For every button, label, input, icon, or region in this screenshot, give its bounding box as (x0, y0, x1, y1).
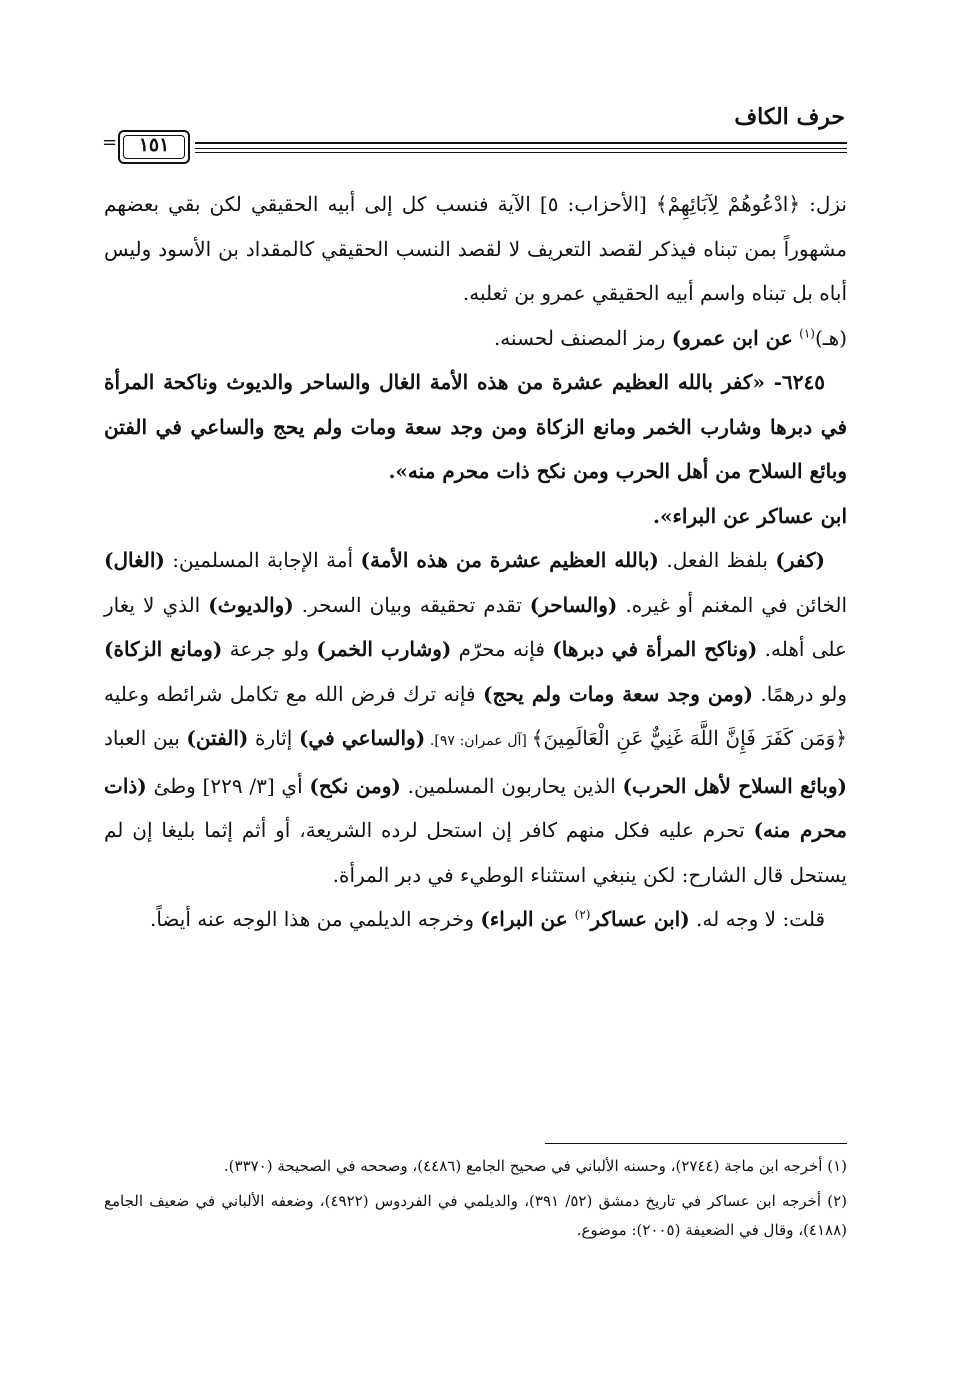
quran-quote: ﴿وَمَن كَفَرَ فَإِنَّ اللَّهَ غَنِيٌّ عَنِ الْعَالَمِينَ﴾ (531, 726, 847, 750)
commentary-term: (وبائع السلاح لأهل الحرب) (622, 773, 847, 798)
commentary-term: (والساعي في) (298, 726, 426, 750)
main-text (104, 182, 847, 942)
header-mark: = (102, 132, 118, 153)
commentary-text: بلفظ الفعل. (658, 548, 776, 572)
commentary-term: (الغال) (104, 548, 165, 572)
closing-term: (ابن عساكر (590, 907, 690, 931)
hadith-source: ابن عساكر عن البراء». (653, 503, 847, 528)
commentary-text: إثارة (248, 726, 299, 750)
rating-text: رمز المصنف لحسنه. (493, 325, 666, 350)
quran-reference: [آل عمران: ٩٧]. (425, 733, 532, 749)
commentary-text: تقدم تحقيقه وبيان السحر. (293, 592, 530, 617)
paragraph-rating (104, 316, 847, 361)
commentary-term: (وناكح المرأة في دبرها) (552, 637, 758, 661)
commentary-text: تحرم عليه فكل منهم كافر إن استحل لرده الشريعة، أو أثم إثما بليغا إن لم يستحل قال الشارح: لكن ينبغي استثناء الوطيء في دبر المرأة. (104, 818, 847, 887)
commentary-term: (ومن نكح) (309, 773, 401, 798)
commentary-term: (والديوث) (208, 592, 294, 617)
commentary-term: (ذات محرم منه) (104, 773, 848, 842)
commentary-text: ولو درهمًا. (752, 681, 847, 706)
running-title: حرف الكاف (734, 104, 845, 130)
commentary-term: (ومانع الزكاة) (104, 637, 223, 661)
closing-paragraph (104, 897, 847, 942)
commentary-text: أي [٣/ ٢٢٩] وطئ (146, 773, 310, 798)
header-rule (195, 152, 847, 153)
source-code: (هـ) (814, 325, 847, 350)
closing-term: عن البراء) (480, 907, 575, 931)
commentary-text: الذي لا يغار على أهله. (104, 592, 847, 661)
footnote-rule (545, 1143, 847, 1144)
page-number-frame (118, 130, 190, 164)
header-rule (195, 142, 847, 144)
commentary-term: (وشارب الخمر) (316, 637, 452, 661)
commentary-paragraph (104, 538, 847, 897)
commentary-text: فإنه محرّم (451, 637, 553, 661)
commentary-term: (ومن وجد سعة ومات ولم يحج) (482, 681, 753, 706)
commentary-text: أمة الإجابة المسلمين: (164, 548, 361, 572)
commentary-term: (بالله العظيم عشرة من هذه الأمة) (360, 548, 659, 572)
narrator: عن ابن عمرو) (671, 325, 793, 350)
hadith-paragraph (104, 360, 847, 538)
commentary-term: (كفر) (775, 548, 826, 572)
footnote-1: (١) أخرجه ابن ماجة (٢٧٤٤)، وحسنه الألباني في صحيح الجامع (٤٤٨٦)، وصححه في الصحيحة (٣٣٧٠). (223, 1157, 847, 1175)
footnotes (104, 1152, 847, 1251)
commentary-text: الخائن في المغنم أو غيره. (617, 592, 848, 617)
footnote-marker: (١) (799, 325, 815, 340)
footnote-marker: (٢) (574, 907, 591, 922)
closing-text: وخرجه الديلمي من هذا الوجه عنه أيضاً. (149, 907, 481, 931)
page-number: ١٥١ (138, 134, 170, 156)
hadith-text: ٦٢٤٥- «كفر بالله العظيم عشرة من هذه الأمة الغال والساحر والديوث وناكحة المرأة في دبرها وشارب الخمر ومانع الزكاة ومن وجد سعة ومات ولم يحج والساعي في الفتن وبائع السلاح من أهل الحرب ومن نكح ذات محرم منه». (104, 370, 847, 483)
paragraph-continuation: نزل: ﴿ادْعُوهُمْ لِآبَائِهِمْ﴾ [الأحزاب: ٥] الآية فنسب كل إلى أبيه الحقيقي لكن بقي بعضهم مشهوراً بمن تبناه فيذكر لقصد التعريف لا لقصد النسب الحقيقي كالمقداد بن الأسود وليس أباه بل تبناه واسم أبيه الحقيقي عمرو بن ثعلبه. (104, 192, 847, 305)
header-rule (195, 148, 847, 149)
commentary-text: ولو جرعة (222, 637, 317, 661)
footnote-2: (٢) أخرجه ابن عساكر في تاريخ دمشق (٥٢/ ٣٩١)، والديلمي في الفردوس (٤٩٢٢)، وضعفه الألباني في ضعيف الجامع (٤١٨٨)، وقال في الضعيفة (٢٠٠٥): موضوع. (104, 1192, 848, 1239)
commentary-text: الذين يحاربون المسلمين. (400, 773, 623, 798)
commentary-text: فإنه ترك فرض الله مع تكامل شرائطه وعليه (104, 681, 483, 706)
closing-text: قلت: لا وجه له. (689, 907, 825, 931)
commentary-term: (والساحر) (529, 592, 618, 617)
commentary-term: (الفتن) (186, 726, 249, 750)
commentary-text: بين العباد (104, 726, 187, 750)
